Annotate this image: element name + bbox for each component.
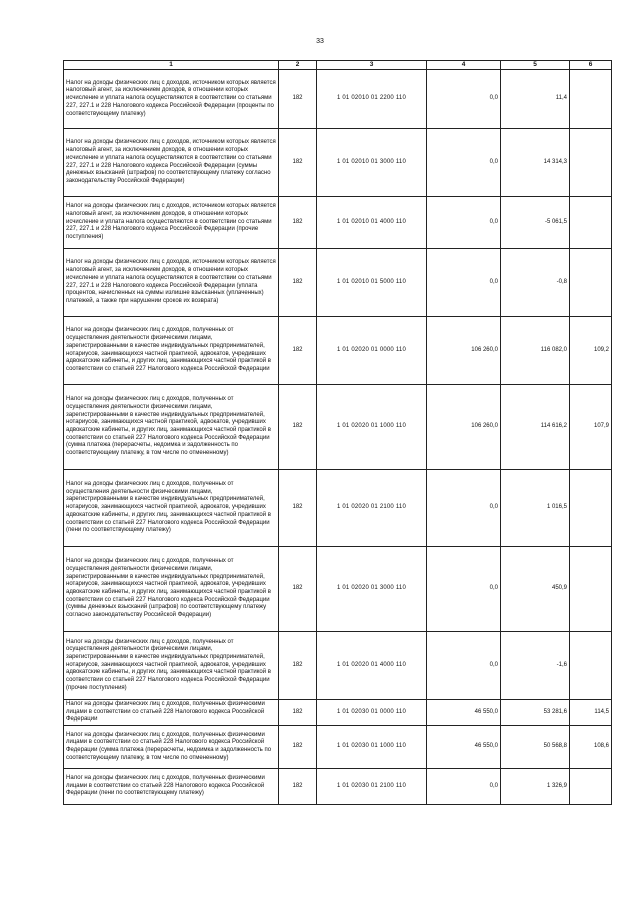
- admin-code-cell: 182: [279, 700, 317, 726]
- kbk-code-cell: 1 01 02020 01 0000 110: [317, 317, 427, 385]
- plan-value-cell: 0,0: [427, 769, 501, 805]
- table-row: [64, 129, 612, 197]
- income-name-cell: Налог на доходы физических лиц с доходов, полученных от осуществления деятельности физическими лицами, зарегистрированными в качестве индивидуальных предпринимателей, нотариусов, занимающихся частной практикой, адвокатов, учредивших адвокатские кабинеты, и других лиц, занимающихся частной практикой в соответствии со статьей 227 Налогового кодекса Российской Федерации (суммы денежных взысканий (штрафов) по соответствующему платежу согласно законодательству Российской Федерации): [64, 547, 279, 632]
- plan-value-cell: 0,0: [427, 470, 501, 547]
- table-header-row: [64, 61, 612, 70]
- percent-value-cell: [570, 470, 612, 547]
- kbk-code-cell: 1 01 02020 01 4000 110: [317, 632, 427, 700]
- table-row: [64, 249, 612, 317]
- table-row: [64, 470, 612, 547]
- fact-value-cell: 11,4: [501, 70, 570, 129]
- admin-code-cell: 182: [279, 129, 317, 197]
- income-name-cell: Налог на доходы физических лиц с доходов, источником которых является налоговый агент, за исключением доходов, в отношении которых исчисление и уплата налога осуществляются в соответствии со статьями 227, 227.1 и 228 Налогового кодекса Российской Федерации (прочие поступления): [64, 197, 279, 249]
- admin-code-cell: 182: [279, 769, 317, 805]
- plan-value-cell: 0,0: [427, 197, 501, 249]
- income-name-cell: Налог на доходы физических лиц с доходов, полученных физическими лицами в соответствии со статьей 228 Налогового кодекса Российской Федерации: [64, 700, 279, 726]
- column-header: 1: [64, 61, 279, 70]
- fact-value-cell: 450,9: [501, 547, 570, 632]
- income-name-cell: Налог на доходы физических лиц с доходов, источником которых является налоговый агент, за исключением доходов, в отношении которых исчисление и уплата налога осуществляются в соответствии со статьями 227, 227.1 и 228 Налогового кодекса Российской Федерации (уплата процентов, начисленных на суммы излишне взысканных (уплаченных) платежей, а также при нарушении сроков их возврата): [64, 249, 279, 317]
- percent-value-cell: [570, 632, 612, 700]
- fact-value-cell: 53 281,6: [501, 700, 570, 726]
- table-row: [64, 70, 612, 129]
- percent-value-cell: [570, 197, 612, 249]
- kbk-code-cell: 1 01 02030 01 1000 110: [317, 726, 427, 769]
- admin-code-cell: 182: [279, 70, 317, 129]
- table-row: [64, 769, 612, 805]
- fact-value-cell: 1 326,9: [501, 769, 570, 805]
- table-row: [64, 700, 612, 726]
- kbk-code-cell: 1 01 02020 01 3000 110: [317, 547, 427, 632]
- admin-code-cell: 182: [279, 470, 317, 547]
- kbk-code-cell: 1 01 02030 01 2100 110: [317, 769, 427, 805]
- percent-value-cell: 114,5: [570, 700, 612, 726]
- page-number: 33: [316, 38, 324, 45]
- table-row: [64, 317, 612, 385]
- plan-value-cell: 46 550,0: [427, 700, 501, 726]
- percent-value-cell: [570, 70, 612, 129]
- income-name-cell: Налог на доходы физических лиц с доходов, полученных от осуществления деятельности физическими лицами, зарегистрированными в качестве индивидуальных предпринимателей, нотариусов, занимающихся частной практикой, адвокатов, учредивших адвокатские кабинеты, и других лиц, занимающихся частной практикой в соответствии со статьей 227 Налогового кодекса Российской Федерации (прочие поступления): [64, 632, 279, 700]
- percent-value-cell: 107,9: [570, 385, 612, 470]
- kbk-code-cell: 1 01 02020 01 2100 110: [317, 470, 427, 547]
- percent-value-cell: 108,6: [570, 726, 612, 769]
- kbk-code-cell: 1 01 02010 01 5000 110: [317, 249, 427, 317]
- column-header: 2: [279, 61, 317, 70]
- fact-value-cell: 1 016,5: [501, 470, 570, 547]
- percent-value-cell: [570, 769, 612, 805]
- admin-code-cell: 182: [279, 726, 317, 769]
- plan-value-cell: 0,0: [427, 70, 501, 129]
- income-name-cell: Налог на доходы физических лиц с доходов, полученных от осуществления деятельности физическими лицами, зарегистрированными в качестве индивидуальных предпринимателей, нотариусов, занимающихся частной практикой, адвокатов, учредивших адвокатские кабинеты, и других лиц, занимающихся частной практикой в соответствии со статьей 227 Налогового кодекса Российской Федерации (сумма платежа (перерасчеты, недоимка и задолженность по соответствующему платежу, в том числе по отмененному): [64, 385, 279, 470]
- fact-value-cell: -0,8: [501, 249, 570, 317]
- kbk-code-cell: 1 01 02020 01 1000 110: [317, 385, 427, 470]
- table-row: [64, 632, 612, 700]
- income-name-cell: Налог на доходы физических лиц с доходов, полученных физическими лицами в соответствии со статьей 228 Налогового кодекса Российской Федерации (сумма платежа (перерасчеты, недоимка и задолженность по соответствующему платежу, в том числе по отмененному): [64, 726, 279, 769]
- kbk-code-cell: 1 01 02010 01 2200 110: [317, 70, 427, 129]
- admin-code-cell: 182: [279, 632, 317, 700]
- admin-code-cell: 182: [279, 249, 317, 317]
- admin-code-cell: 182: [279, 317, 317, 385]
- kbk-code-cell: 1 01 02010 01 4000 110: [317, 197, 427, 249]
- plan-value-cell: 0,0: [427, 632, 501, 700]
- column-header: 3: [317, 61, 427, 70]
- table-row: [64, 197, 612, 249]
- revenue-table: [63, 60, 612, 805]
- plan-value-cell: 106 260,0: [427, 317, 501, 385]
- fact-value-cell: 114 616,2: [501, 385, 570, 470]
- admin-code-cell: 182: [279, 385, 317, 470]
- percent-value-cell: 109,2: [570, 317, 612, 385]
- column-header: 5: [501, 61, 570, 70]
- income-name-cell: Налог на доходы физических лиц с доходов, полученных от осуществления деятельности физическими лицами, зарегистрированными в качестве индивидуальных предпринимателей, нотариусов, занимающихся частной практикой, адвокатов, учредивших адвокатские кабинеты, и других лиц, занимающихся частной практикой в соответствии со статьей 227 Налогового кодекса Российской Федерации: [64, 317, 279, 385]
- kbk-code-cell: 1 01 02030 01 0000 110: [317, 700, 427, 726]
- income-name-cell: Налог на доходы физических лиц с доходов, полученных физическими лицами в соответствии со статьей 228 Налогового кодекса Российской Федерации (пени по соответствующему платежу): [64, 769, 279, 805]
- plan-value-cell: 0,0: [427, 129, 501, 197]
- kbk-code-cell: 1 01 02010 01 3000 110: [317, 129, 427, 197]
- fact-value-cell: 14 314,3: [501, 129, 570, 197]
- column-header: 6: [570, 61, 612, 70]
- percent-value-cell: [570, 547, 612, 632]
- column-header: 4: [427, 61, 501, 70]
- admin-code-cell: 182: [279, 547, 317, 632]
- admin-code-cell: 182: [279, 197, 317, 249]
- table-row: [64, 726, 612, 769]
- income-name-cell: Налог на доходы физических лиц с доходов, источником которых является налоговый агент, за исключением доходов, в отношении которых исчисление и уплата налога осуществляются в соответствии со статьями 227, 227.1 и 228 Налогового кодекса Российской Федерации (проценты по соответствующему платежу): [64, 70, 279, 129]
- plan-value-cell: 0,0: [427, 547, 501, 632]
- fact-value-cell: -1,6: [501, 632, 570, 700]
- plan-value-cell: 0,0: [427, 249, 501, 317]
- fact-value-cell: 50 568,8: [501, 726, 570, 769]
- plan-value-cell: 46 550,0: [427, 726, 501, 769]
- fact-value-cell: 116 082,0: [501, 317, 570, 385]
- percent-value-cell: [570, 249, 612, 317]
- fact-value-cell: -5 061,5: [501, 197, 570, 249]
- income-name-cell: Налог на доходы физических лиц с доходов, источником которых является налоговый агент, за исключением доходов, в отношении которых исчисление и уплата налога осуществляются в соответствии со статьями 227, 227.1 и 228 Налогового кодекса Российской Федерации (суммы денежных взысканий (штрафов) по соответствующему платежу согласно законодательству Российской Федерации): [64, 129, 279, 197]
- plan-value-cell: 106 260,0: [427, 385, 501, 470]
- table-row: [64, 385, 612, 470]
- percent-value-cell: [570, 129, 612, 197]
- income-name-cell: Налог на доходы физических лиц с доходов, полученных от осуществления деятельности физическими лицами, зарегистрированными в качестве индивидуальных предпринимателей, нотариусов, занимающихся частной практикой, адвокатов, учредивших адвокатские кабинеты, и других лиц, занимающихся частной практикой в соответствии со статьей 227 Налогового кодекса Российской Федерации (пени по соответствующему платежу): [64, 470, 279, 547]
- table-row: [64, 547, 612, 632]
